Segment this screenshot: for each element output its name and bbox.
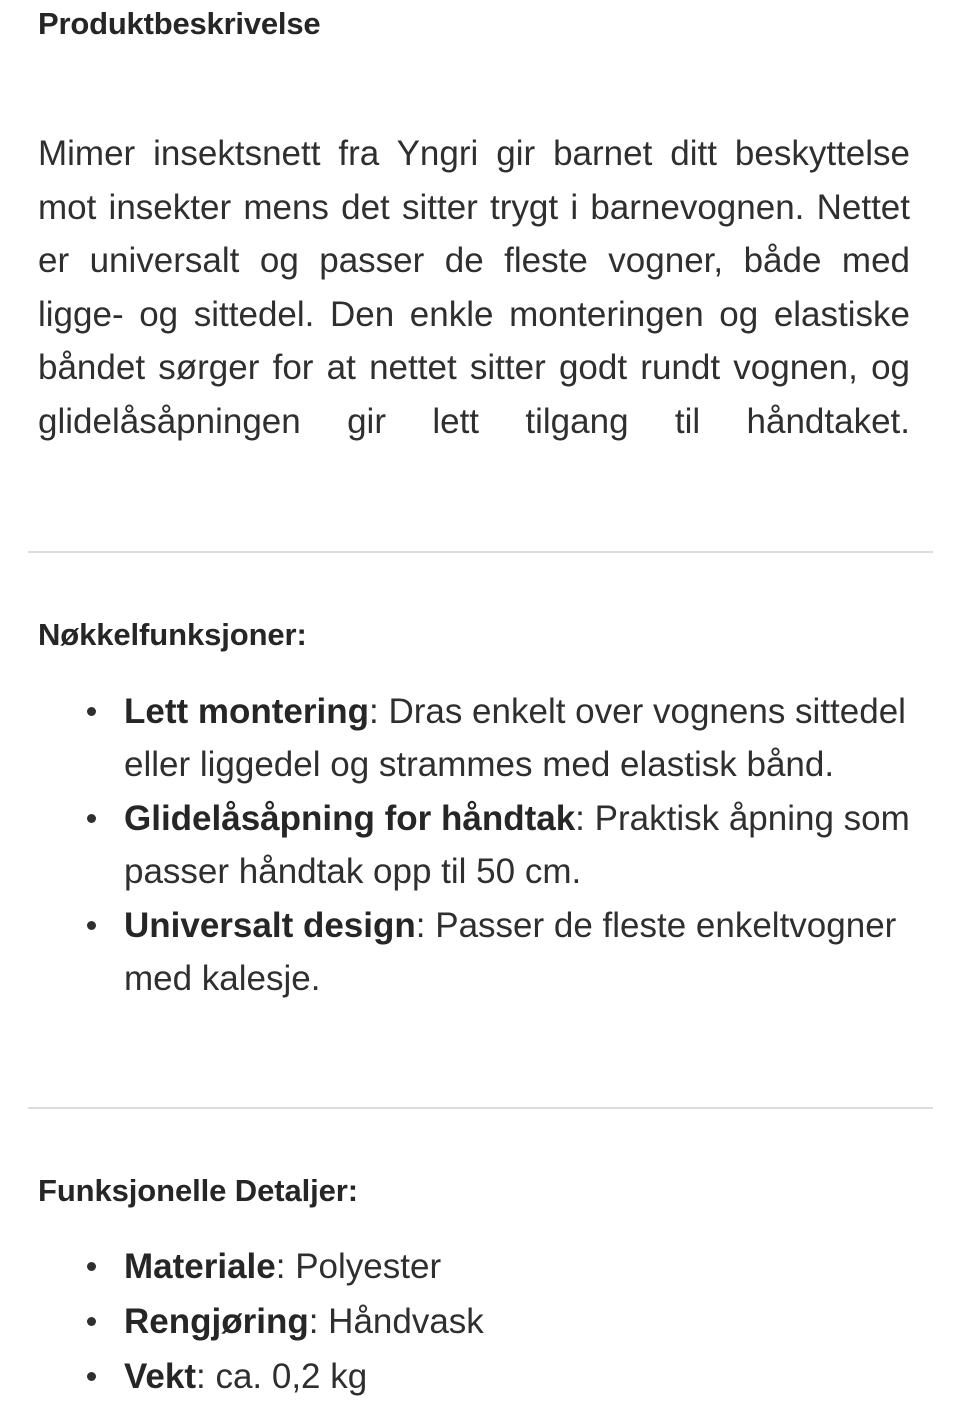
bullet-dot-icon	[87, 707, 96, 716]
list-item-separator: :	[575, 799, 595, 838]
list-item-description: Passer de fleste enkeltvogner med kalesje.	[124, 906, 897, 998]
list-item-term: Vekt	[124, 1357, 196, 1396]
section-divider-top	[28, 551, 933, 553]
list-item	[0, 792, 960, 898]
bullet-dot-icon	[87, 814, 96, 823]
section-heading-key-features: Nøkkelfunksjoner:	[38, 617, 307, 652]
list-item-description: Håndvask	[328, 1302, 484, 1341]
list-item	[0, 1349, 960, 1404]
bullet-dot-icon	[87, 921, 96, 930]
list-item-separator: :	[415, 906, 436, 945]
list-item	[0, 1294, 960, 1349]
list-item-separator: :	[308, 1302, 329, 1341]
list-item	[0, 685, 960, 791]
list-item	[0, 899, 960, 1005]
section-heading-functional-details: Funksjonelle Detaljer:	[38, 1173, 358, 1208]
list-item-description: Polyester	[295, 1247, 442, 1286]
page-title: Produktbeskrivelse	[38, 6, 321, 41]
key-features-list	[0, 685, 960, 1006]
functional-details-list	[0, 1239, 960, 1404]
list-item-term: Universalt design	[124, 906, 416, 945]
list-item-separator: :	[196, 1357, 216, 1396]
list-item-separator: :	[368, 692, 389, 731]
bullet-dot-icon	[87, 1262, 96, 1271]
section-divider-bottom	[28, 1107, 933, 1109]
product-intro-paragraph: Mimer insektsnett fra Yngri gir barnet ditt beskyttelse mot insekter mens det sitter trygt i barnevognen. Nettet er universalt og passer de fleste vogner, både med ligge- og sittedel. Den enkle monteringen og elastiske båndet sørger for at nettet sitter godt rundt vognen, og glidelåsåpningen gir lett tilgang til håndtaket.	[38, 134, 910, 441]
list-item-term: Materiale	[124, 1247, 276, 1286]
list-item	[0, 1239, 960, 1294]
bullet-dot-icon	[87, 1372, 96, 1381]
list-item-description: Dras enkelt over vognens sittedel eller liggedel og strammes med elastisk bånd.	[124, 692, 906, 784]
list-item-term: Rengjøring	[124, 1302, 309, 1341]
list-item-term: Glidelåsåpning for håndtak	[124, 799, 576, 838]
bullet-dot-icon	[87, 1317, 96, 1326]
list-item-description: Praktisk åpning som passer håndtak opp til 50 cm.	[124, 799, 910, 891]
list-item-description: ca. 0,2 kg	[215, 1357, 368, 1396]
list-item-term: Lett montering	[124, 692, 369, 731]
list-item-separator: :	[275, 1247, 296, 1286]
